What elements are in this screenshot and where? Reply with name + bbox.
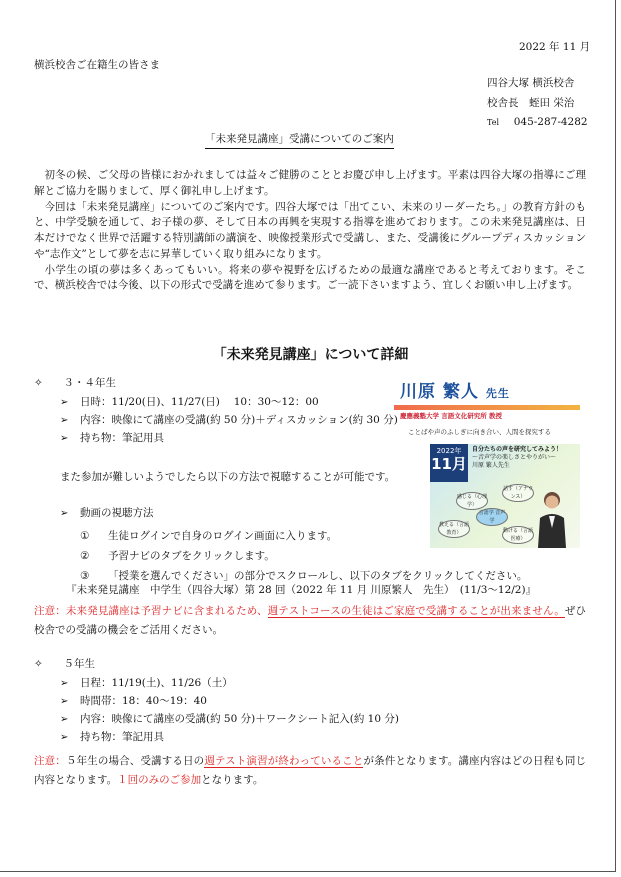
speaker-honorific: 先生 xyxy=(485,387,510,400)
video-method xyxy=(60,506,154,524)
arrow-bullet-icon: ➢ xyxy=(60,732,69,743)
topic-bubble: 動ける（言語医療） xyxy=(503,528,534,542)
recipient: 横浜校舎ご在籍生の皆さま xyxy=(34,59,160,71)
list-item: ➢ 日時：11/20(日)、11/27(日) 10：30～12：00 xyxy=(60,396,319,408)
grade34-caution: 注意：未来発見講座は予習ナビに含まれるため、週テストコースの生徒はご家庭で受講することが出来ません。ぜひ校舎での受講の機会をご活用ください。 xyxy=(34,605,586,636)
tab-name: 『未来発見講座 中学生（四谷大塚）第 28 回（2022 年 11 月 川原繁人 先生） (11/3～12/2)』 xyxy=(66,584,537,596)
list-item: ➢ 内容：映像にて講座の受講(約 50 分)＋ワークシート記入(約 10 分) xyxy=(60,713,399,725)
arrow-bullet-icon: ➢ xyxy=(60,508,69,519)
sender-role: 校舎長 蛭田 栄治 xyxy=(487,97,575,109)
grade5-heading-text: ５年生 xyxy=(63,658,95,670)
intro-paragraph-3: 小学生の頃の夢は多くあってもいい。将来の夢や視野を広げるための最適な講座であると考えております。そこで、横浜校舎では今後、以下の形式で受講を進めて参ります。ご一読下さいますよう、宜しくお願い申し上げます。 xyxy=(34,263,586,292)
grade5-heading xyxy=(34,657,95,673)
speaker-photo xyxy=(534,488,570,548)
diamond-bullet-icon: ✧ xyxy=(34,377,43,389)
arrow-bullet-icon: ➢ xyxy=(60,415,69,426)
alt-note: また参加が難しいようでしたら以下の方法で視聴することが可能です。 xyxy=(60,471,396,483)
speaker-affiliation: 慶應義塾大学 言語文化研究所 教授 xyxy=(400,412,503,420)
topic-bubble: 感じる（心理学） xyxy=(457,494,488,508)
grade34-list xyxy=(60,395,398,449)
arrow-bullet-icon: ➢ xyxy=(60,433,69,444)
document-date: 2022 年 11 月 xyxy=(519,41,591,53)
grade5-list xyxy=(60,676,399,748)
intro-paragraph-1: 初冬の候、ご父母の皆様におかれましては益々ご健勝のこととお慶び申し上げます。平素は四谷大塚の指導にご理解とご協力を賜りまして、厚く御礼申し上げます。 xyxy=(34,169,586,197)
arrow-bullet-icon: ➢ xyxy=(60,397,69,408)
speaker-name: 川原 繁人 先生 xyxy=(400,382,510,402)
list-item: ➢ 持ち物：筆記用具 xyxy=(60,731,164,743)
list-item: ➢ 日程：11/19(土)、11/26（土） xyxy=(60,677,233,689)
grade5-note: 注意：５年生の場合、受講する日の週テスト演習が終わっていることが条件となります。講座内容はどの日程も同じ内容となります。１回のみのご参加となります。 xyxy=(34,755,586,786)
speaker-card xyxy=(394,380,580,548)
lecture-title: 自分たちの声を研究してみよう！ ～音声学の楽しさとやりがい～ 川原 繁人先生 xyxy=(472,446,563,470)
intro-paragraph-2: 今回は「未来発見講座」についてのご案内です。四谷大塚では「出てこい、未来のリーダーたち。」の教育方針のもと、中学受験を通して、お子様の夢、そして日本の再興を実現する指導を進めております。この未来発見講座は、日本だけでなく世界で活躍する特別講師の講演を、映像授業形式で受講し、また、受講後にグループディスカッションや“志作文”として夢を志に昇華していく取り組みになります。 xyxy=(34,200,586,260)
arrow-bullet-icon: ➢ xyxy=(60,678,69,689)
grade34-heading-text: ３・４年生 xyxy=(63,377,116,389)
diamond-bullet-icon: ✧ xyxy=(34,658,43,670)
speaker-tagline: ことばや声のふしぎに向き合い、人間を探究する xyxy=(408,428,551,436)
tel-number: 045-287-4282 xyxy=(513,116,588,128)
topic-bubble: 話す（アナウンス） xyxy=(503,486,534,500)
tel-label: Tel xyxy=(487,118,500,127)
list-item: ➢ 動画の視聴方法 xyxy=(60,507,154,519)
accent-bar xyxy=(394,405,580,410)
grade34-heading xyxy=(34,376,116,392)
intro xyxy=(34,168,586,294)
sender-tel xyxy=(487,115,588,131)
arrow-bullet-icon: ➢ xyxy=(60,696,69,707)
topic-bubble: 言語学 音声学 xyxy=(476,508,508,526)
list-item: ➢ 持ち物：筆記用具 xyxy=(60,432,164,444)
topic-bubble: 教える（言語教育） xyxy=(439,522,470,536)
step-item: ② 予習ナビのタブをクリックします。 xyxy=(80,550,275,562)
step-item: ③ 「授業を選んでください」の部分でスクロールし、以下のタブをクリックしてください。 xyxy=(80,570,528,582)
list-item: ➢ 内容：映像にて講座の受講(約 50 分)＋ディスカッション(約 30 分) xyxy=(60,414,398,426)
step-item: ① 生徒ログインで自身のログイン画面に入ります。 xyxy=(80,530,338,542)
arrow-bullet-icon: ➢ xyxy=(60,714,69,725)
lecture-date-badge: 2022年 11月 xyxy=(430,444,468,482)
sender-org: 四谷大塚 横浜校舎 xyxy=(487,77,575,89)
section-headline: 「未来発見講座」について詳細 xyxy=(212,347,409,363)
list-item: ➢ 時間帯：18：40～19：40 xyxy=(60,695,207,707)
subject: 「未来発見講座」受講についてのご案内 xyxy=(205,132,394,149)
